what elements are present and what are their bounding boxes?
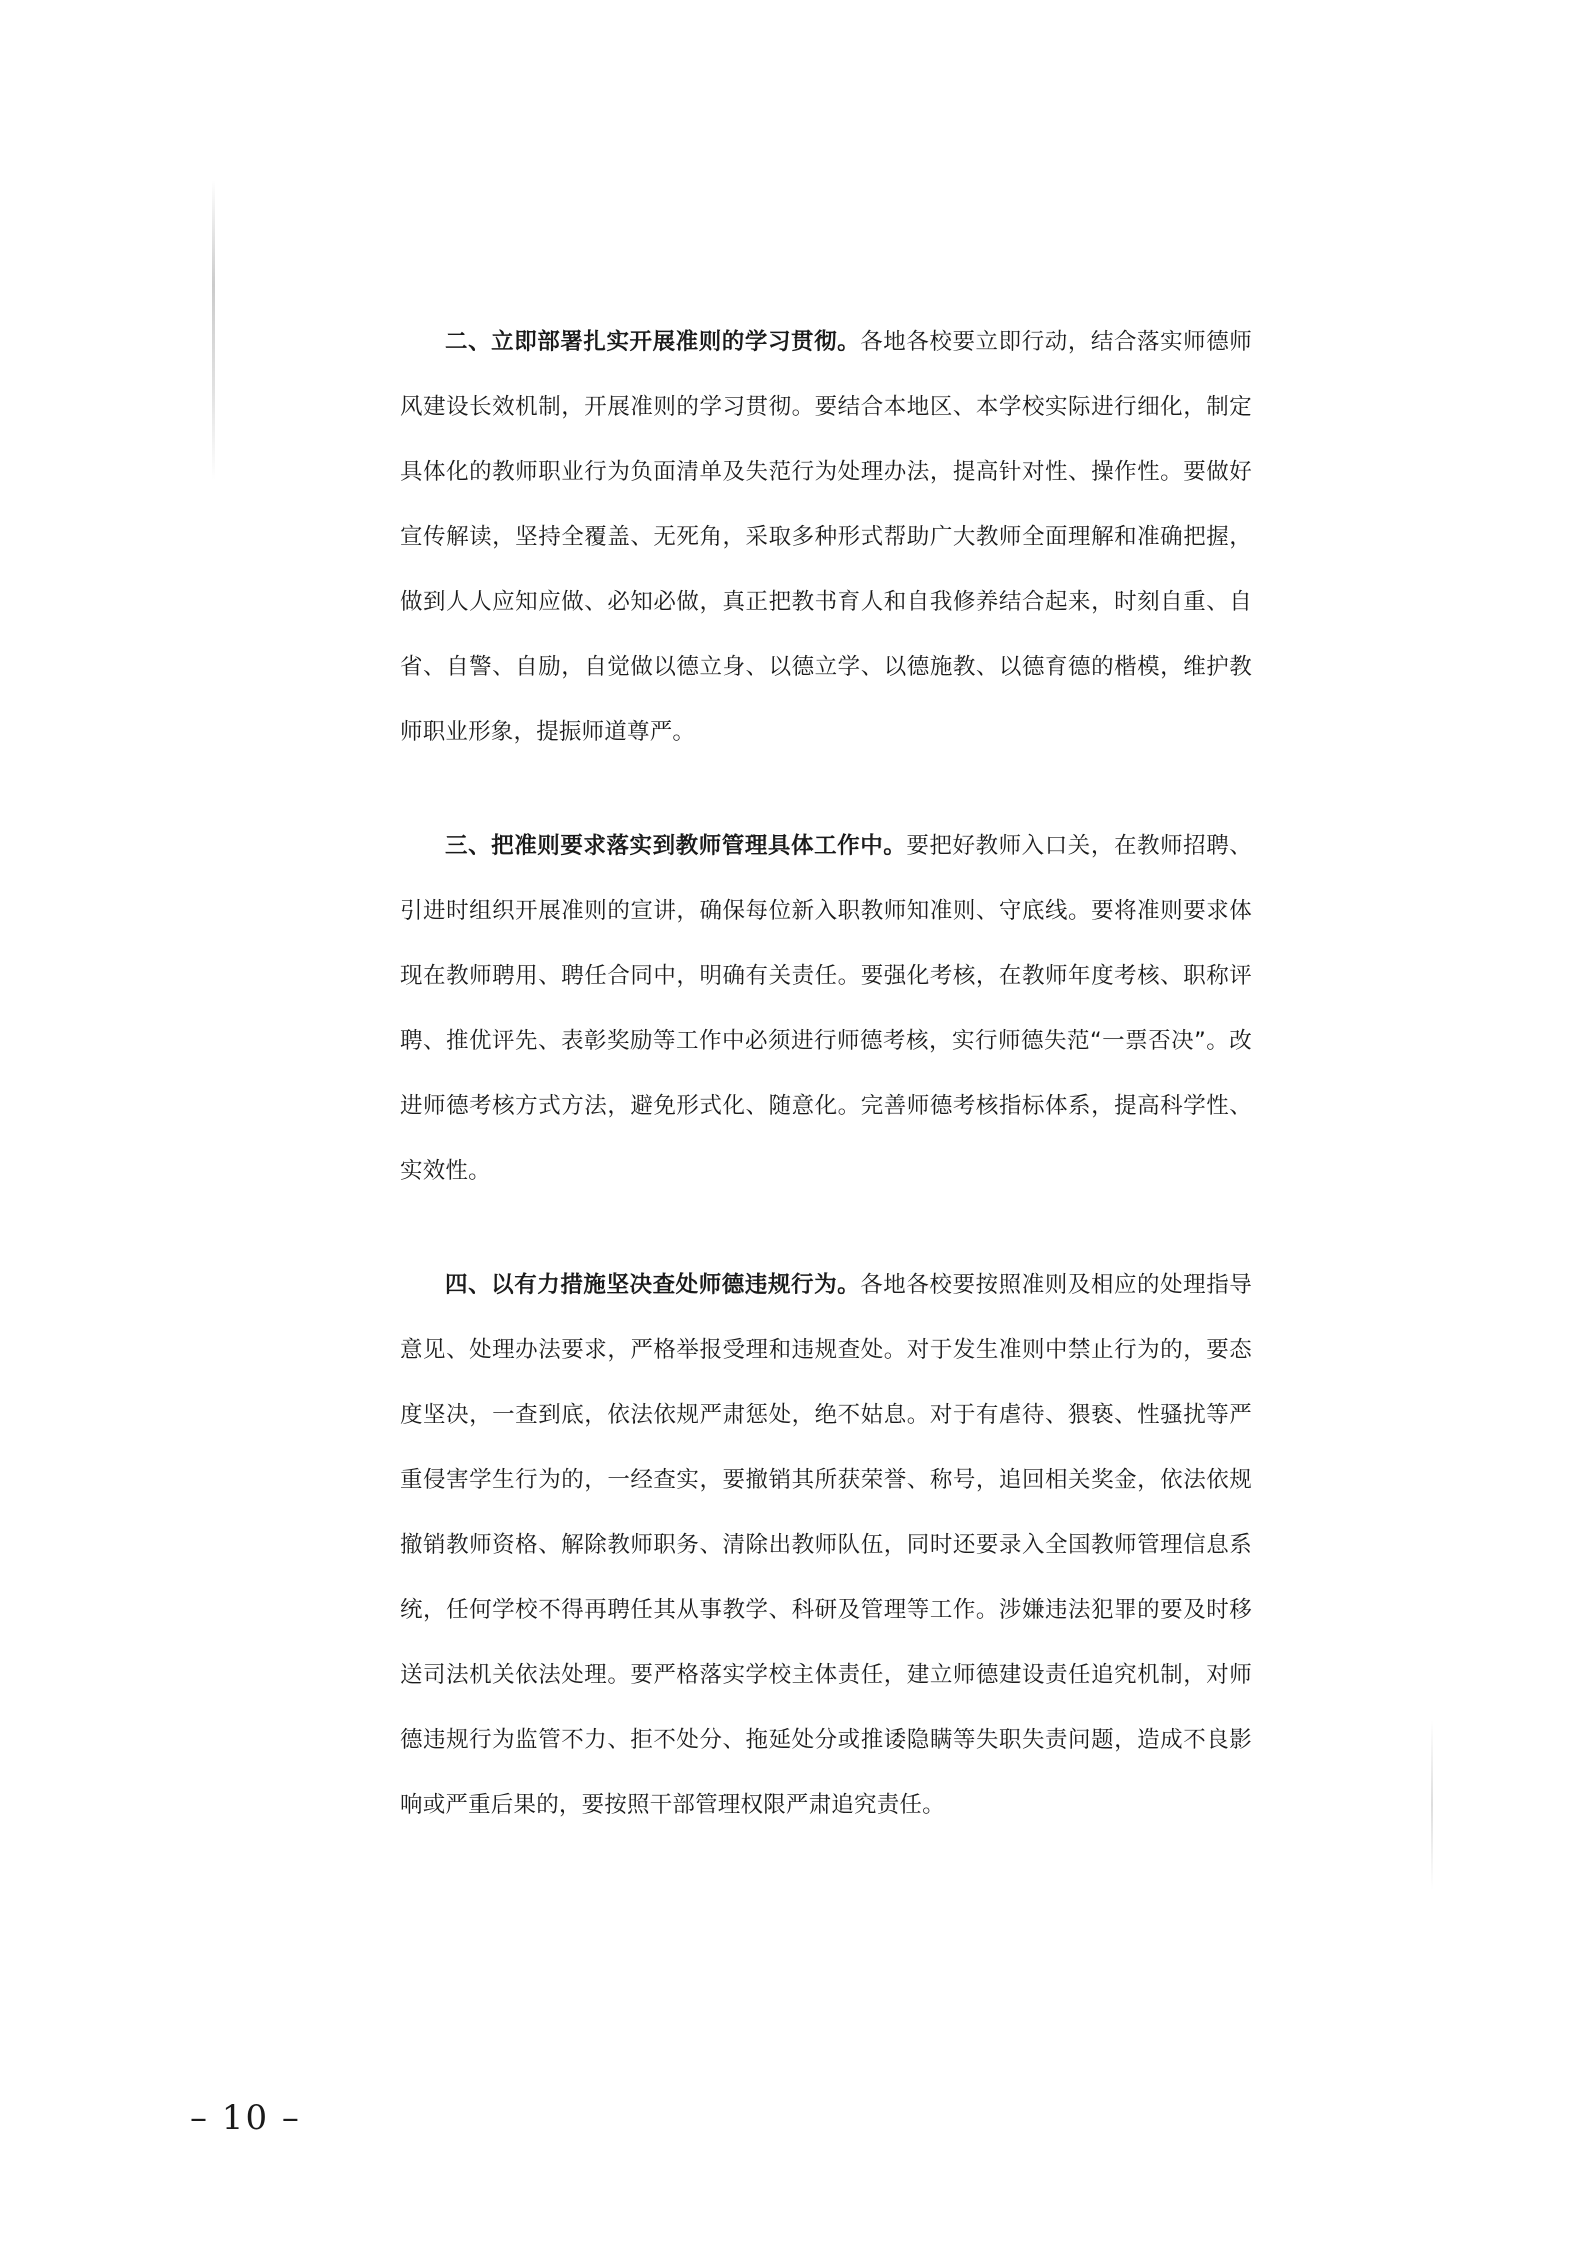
paragraph-body: 各地各校要立即行动，结合落实师德师风建设长效机制，开展准则的学习贯彻。要结合本地区、本学校实际进行细化，制定具体化的教师职业行为负面清单及失范行为处理办法，提高针对性、操作性。要做好宣传解读，坚持全覆盖、无死角，采取多种形式帮助广大教师全面理解和准确把握，做到人人应知应做、必知必做，真正把教书育人和自我修养结合起来，时刻自重、自省、自警、自励，自觉做以德立身、以德立学、以德施教、以德育德的楷模，维护教师职业形象，提振师道尊严。 xyxy=(400,329,1252,745)
paragraph-body: 各地各校要按照准则及相应的处理指导意见、处理办法要求，严格举报受理和违规查处。对于发生准则中禁止行为的，要态度坚决，一查到底，依法依规严肃惩处，绝不姑息。对于有虐待、猥亵、性骚扰等严重侵害学生行为的，一经查实，要撤销其所获荣誉、称号，追回相关奖金，依法依规撤销教师资格、解除教师职务、清除出教师队伍，同时还要录入全国教师管理信息系统，任何学校不得再聘任其从事教学、科研及管理等工作。涉嫌违法犯罪的要及时移送司法机关依法处理。要严格落实学校主体责任，建立师德建设责任追究机制，对师德违规行为监管不力、拒不处分、拖延处分或推诿隐瞒等失职失责问题，造成不良影响或严重后果的，要按照干部管理权限严肃追究责任。 xyxy=(400,1272,1252,1818)
page-number: – 10 – xyxy=(190,2098,301,2138)
scan-artifact xyxy=(212,180,215,480)
paragraph-heading: 四、以有力措施坚决查处师德违规行为。 xyxy=(445,1272,861,1298)
scan-artifact xyxy=(1431,1720,1433,1890)
document-body xyxy=(400,310,1252,1838)
paragraph-heading: 二、立即部署扎实开展准则的学习贯彻。 xyxy=(445,329,861,355)
paragraph-section-2 xyxy=(400,310,1252,765)
paragraph-section-4 xyxy=(400,1253,1252,1838)
paragraph-section-3 xyxy=(400,814,1252,1204)
paragraph-body: 要把好教师入口关，在教师招聘、引进时组织开展准则的宣讲，确保每位新入职教师知准则、守底线。要将准则要求体现在教师聘用、聘任合同中，明确有关责任。要强化考核，在教师年度考核、职称评聘、推优评先、表彰奖励等工作中必须进行师德考核，实行师德失范“一票否决”。改进师德考核方式方法，避免形式化、随意化。完善师德考核指标体系，提高科学性、实效性。 xyxy=(400,833,1252,1184)
paragraph-heading: 三、把准则要求落实到教师管理具体工作中。 xyxy=(445,833,907,859)
